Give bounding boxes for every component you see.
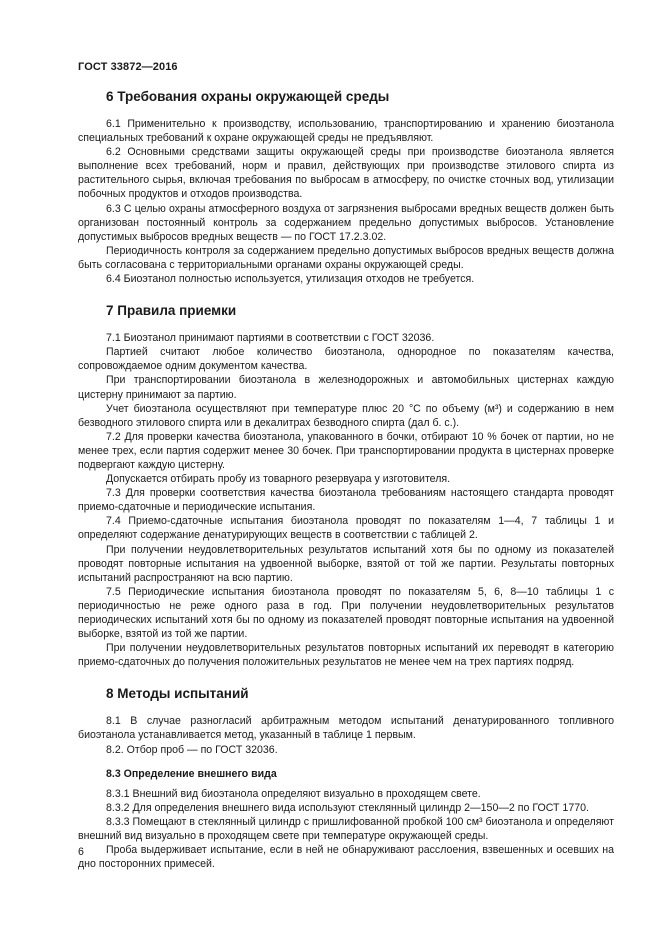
section-7-title: 7 Правила приемки bbox=[106, 303, 237, 319]
document-body bbox=[78, 88, 614, 881]
paragraph: 8.3.3 Помещают в стеклянный цилиндр с пришлифованной пробкой 100 см³ биоэтанола и определяют внешний вид визуально в проходящем свете при температуре окружающей среды. bbox=[78, 815, 614, 842]
section-8 bbox=[78, 685, 614, 871]
paragraph: 8.2. Отбор проб — по ГОСТ 32036. bbox=[106, 743, 278, 756]
paragraph: Учет биоэтанола осуществляют при температуре плюс 20 °С по объему (м³) и содержанию в нем безводного этилового спирта или в декалитрах безводного спирта (дал б. с.). bbox=[78, 402, 614, 429]
paragraph: 7.2 Для проверки качества биоэтанола, упакованного в бочки, отбирают 10 % бочек от партии, но не менее трех, если партия содержит менее 30 бочек. При транспортировании продукта в цистернах проверке подвергают каждую цистерну. bbox=[78, 430, 614, 471]
paragraph: 6.2 Основными средствами защиты окружающей среды при производстве биоэтанола является выполнение всех требований, норм и правил, действующих при производстве этилового спирта из растительного сырья, включая требования по выбросам в атмосферу, по очистке сточных вод, утилизации побочных продуктов и отходов производства. bbox=[78, 146, 614, 201]
paragraph: 6.4 Биоэтанол полностью используется, утилизация отходов не требуется. bbox=[106, 273, 475, 286]
paragraph: Периодичность контроля за содержанием предельно допустимых выбросов вредных веществ должна быть согласована с территориальными органами охраны окружающей среды. bbox=[78, 244, 614, 271]
paragraph: 7.5 Периодические испытания биоэтанола проводят по показателям 5, 6, 8—10 таблицы 1 с периодичностью не реже одного раза в год. При получении неудовлетворительных результатов периодических испытаний хотя бы по одному из показателей проводят повторные испытания на удвоенной выборке, взятой из той же партии. bbox=[78, 585, 614, 641]
section-6 bbox=[78, 88, 614, 286]
section-6-title: 6 Требования охраны окружающей среды bbox=[106, 89, 390, 104]
paragraph: 8.3.1 Внешний вид биоэтанола определяют визуально в проходящем свете. bbox=[106, 787, 481, 800]
paragraph: 7.4 Приемо-сдаточные испытания биоэтанола проводят по показателям 1—4, 7 таблицы 1 и определяют содержание денатурирующих веществ в соответствии с таблицей 2. bbox=[78, 515, 614, 542]
paragraph: Допускается отбирать пробу из товарного резервуара у изготовителя. bbox=[106, 473, 451, 486]
section-7 bbox=[78, 302, 614, 669]
paragraph: 7.3 Для проверки соответствия качества биоэтанола требованиям настоящего стандарта проводят приемо-сдаточные и периодические испытания. bbox=[78, 487, 614, 514]
paragraph: При получении неудовлетворительных результатов испытаний хотя бы по одному из показателей проводят повторные испытания на удвоенной выборке, взятой от той же партии. Результаты повторных испытаний распространяют на всю партию. bbox=[78, 543, 614, 584]
paragraph: 8.1 В случае разногласий арбитражным методом испытаний денатурированного топливного биоэтанола устанавливается метод, указанный в таблице 1 первым. bbox=[78, 715, 614, 742]
paragraph: При получении неудовлетворительных результатов повторных испытаний их переводят в категорию приемо-сдаточных до получения положительных результатов не менее чем на трех партиях подряд. bbox=[78, 642, 614, 669]
paragraph: 8.3.2 Для определения внешнего вида используют стеклянный цилиндр 2—150—2 по ГОСТ 1770. bbox=[106, 801, 589, 814]
paragraph: Партией считают любое количество биоэтанола, однородное по показателям качества, сопровождаемое одним документом качества. bbox=[78, 346, 614, 373]
paragraph: 6.3 С целью охраны атмосферного воздуха от загрязнения выбросами вредных веществ должен быть организован постоянный контроль за содержанием предельно допустимых выбросов. Установление допустимых выбросов вредных веществ — по ГОСТ 17.2.3.02. bbox=[78, 202, 614, 243]
paragraph: 7.1 Биоэтанол принимают партиями в соответствии с ГОСТ 32036. bbox=[106, 332, 435, 345]
paragraph: Проба выдерживает испытание, если в ней не обнаруживают расслоения, взвешенных и осевших на дно посторонних примесей. bbox=[78, 844, 614, 871]
paragraph: 6.1 Применительно к производству, использованию, транспортированию и хранению биоэтанола специальных требований к охране окружающей среды не предъявляют. bbox=[78, 118, 614, 145]
page-number: 6 bbox=[78, 846, 84, 858]
section-8-title: 8 Методы испытаний bbox=[106, 686, 249, 702]
paragraph: При транспортировании биоэтанола в железнодорожных и автомобильных цистернах каждую цистерну принимают за партию. bbox=[78, 374, 614, 401]
document-code-header: ГОСТ 33872—2016 bbox=[78, 61, 178, 73]
subsection-8-3-title: 8.3 Определение внешнего вида bbox=[106, 767, 277, 780]
